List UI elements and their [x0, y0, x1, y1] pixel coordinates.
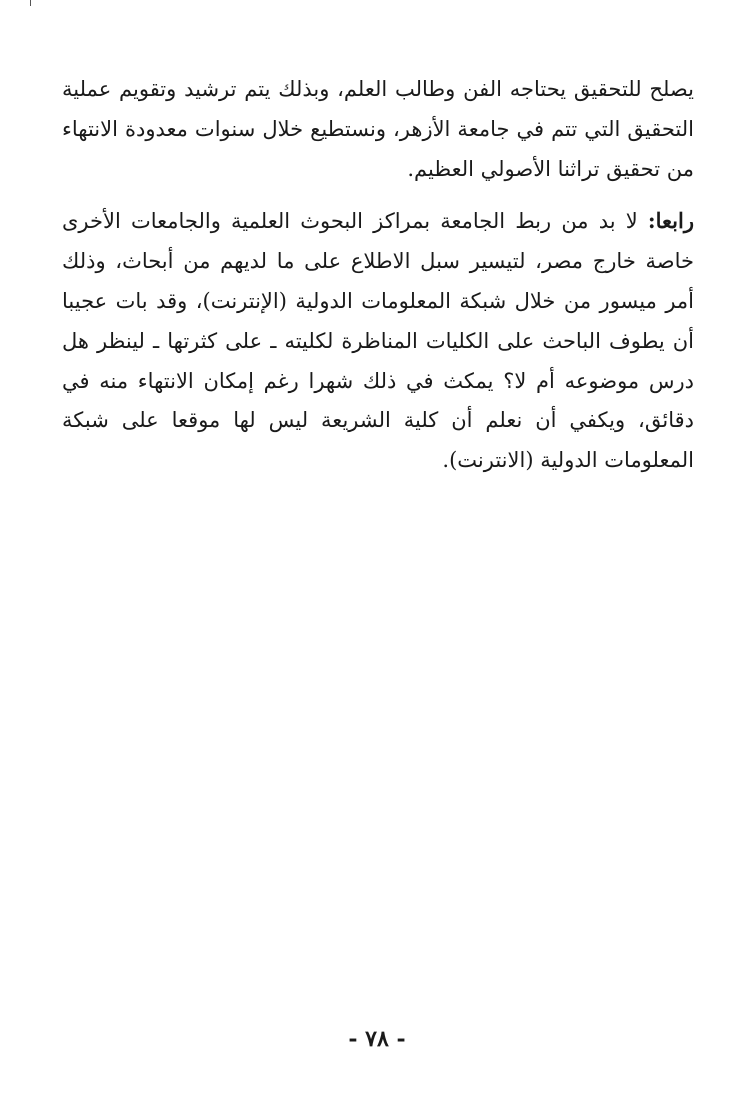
- paragraph-2: [62, 201, 694, 481]
- paragraph-2-lead: رابعا:: [647, 208, 694, 234]
- paragraph-2-text: لا بد من ربط الجامعة بمراكز البحوث العلمية والجامعات الأخرى خاصة خارج مصر، لتيسير سبل الاطلاع على ما لديهم من أبحاث، وذلك أمر ميسور من خلال شبكة المعلومات الدولية (الإنترنت)، وقد بات عجيبا أن يطوف الباحث على الكليات المناظرة لكليته ـ على كثرتها ـ لينظر هل درس موضوعه أم لا؟ يمكث في ذلك شهرا رغم إمكان الانتهاء منه في دقائق، ويكفي أن نعلم أن كلية الشريعة ليس لها موقعا على شبكة المعلومات الدولية (الانترنت).: [62, 209, 694, 473]
- body-text: [62, 70, 694, 481]
- paragraph-1: [62, 70, 694, 189]
- scan-mark: [30, 0, 31, 6]
- page-number: - ٧٨ -: [348, 1026, 406, 1052]
- paragraph-1-text: يصلح للتحقيق يحتاجه الفن وطالب العلم، وبذلك يتم ترشيد وتقويم عملية التحقيق التي تتم في جامعة الأزهر، ونستطيع خلال سنوات معدودة الانتهاء من تحقيق تراثنا الأصولي العظيم.: [62, 77, 694, 181]
